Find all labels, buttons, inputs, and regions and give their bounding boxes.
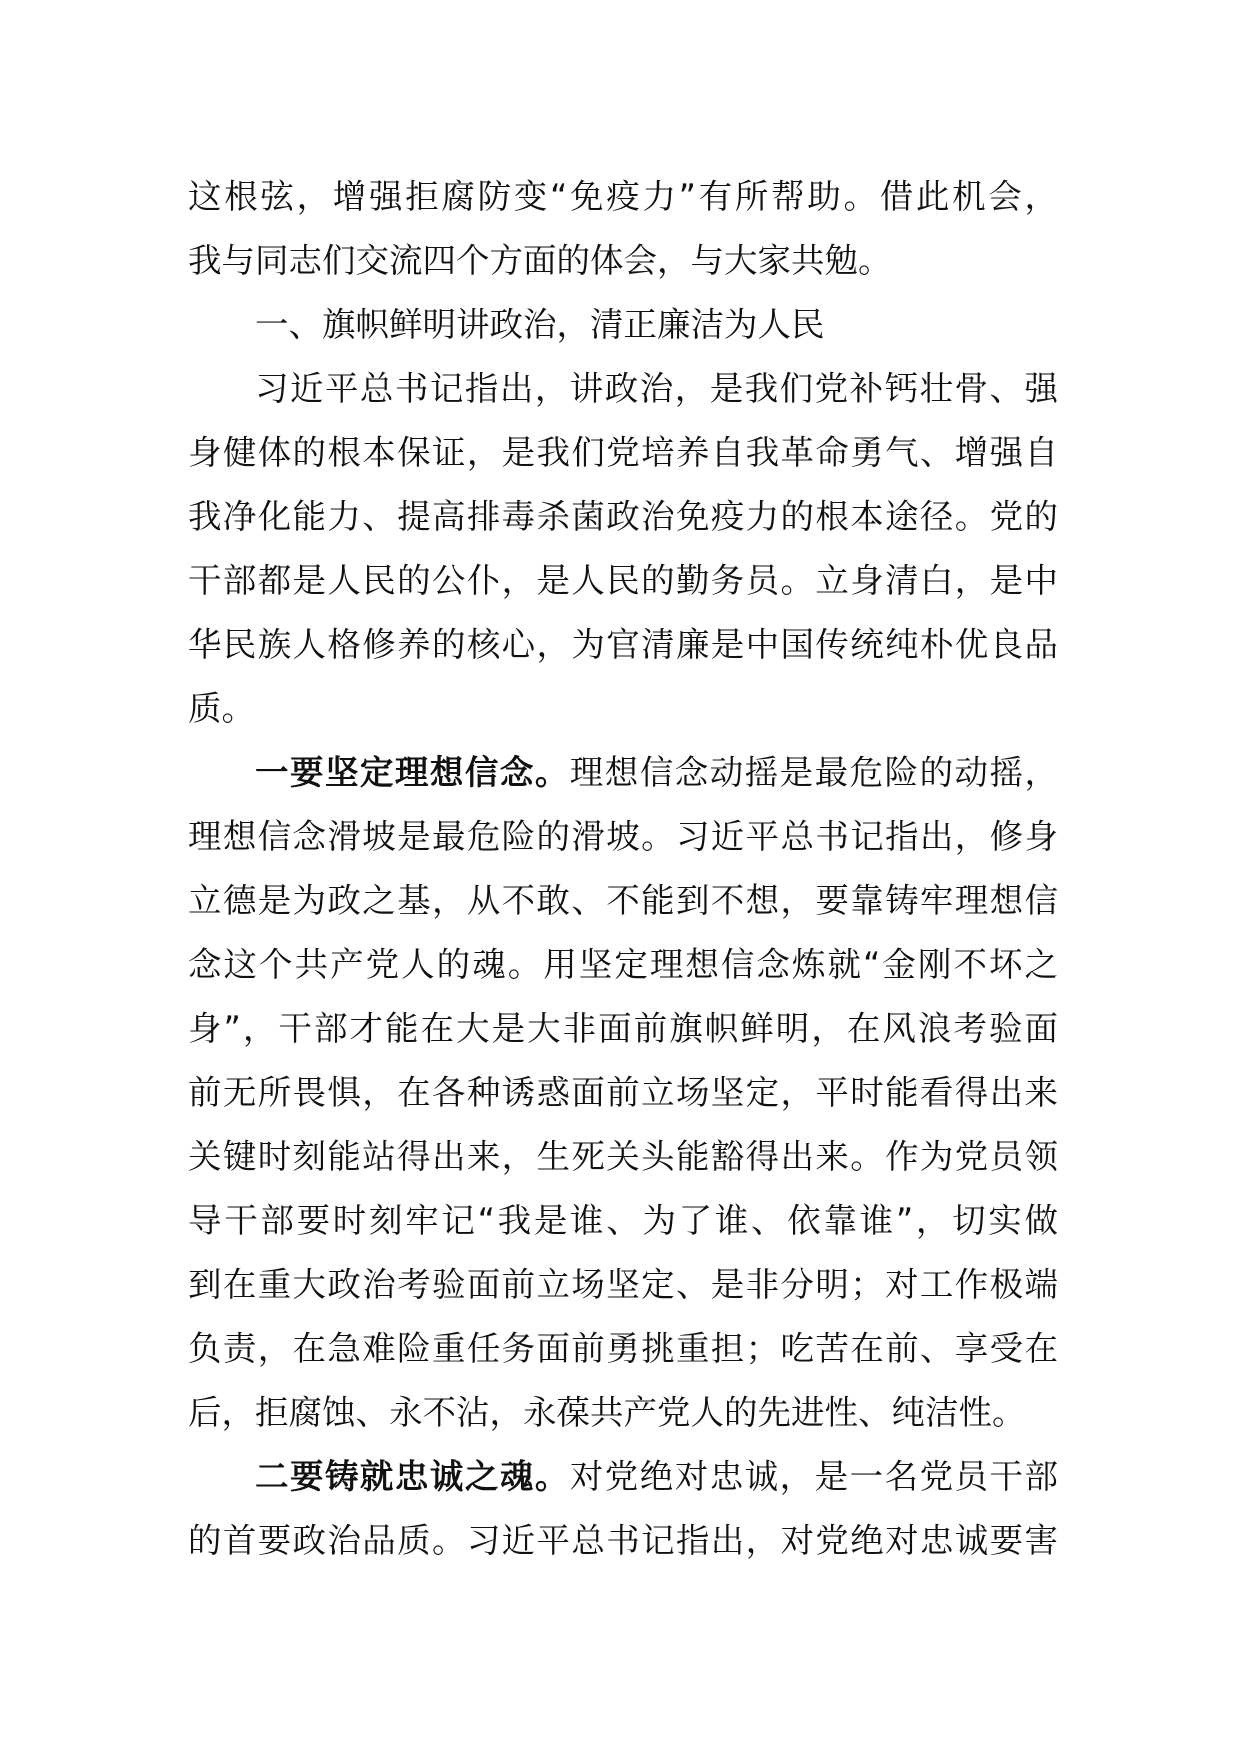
lead-line-text: 对党绝对忠诚，是一名党员干部 xyxy=(569,1457,1059,1496)
lead-line-text: 理想信念动摇是最危险的动摇， xyxy=(569,753,1059,792)
text-line: 习近平总书记指出，讲政治，是我们党补钙壮骨、强 xyxy=(255,369,1058,408)
text-line: 我净化能力、提高排毒杀菌政治免疫力的根本途径。党的 xyxy=(188,497,1058,536)
text-line: 到在重大政治考验面前立场坚定、是非分明；对工作极端 xyxy=(188,1265,1058,1304)
text-line: 这根弦，增强拒腐防变“免疫力”有所帮助。借此机会， xyxy=(188,177,1058,216)
text-line: 身健体的根本保证，是我们党培养自我革命勇气、增强自 xyxy=(188,433,1058,472)
text-line: 后，拒腐蚀、永不沾，永葆共产党人的先进性、纯洁性。 xyxy=(188,1393,1026,1432)
text-line: 身”，干部才能在大是大非面前旗帜鲜明，在风浪考验面 xyxy=(188,1009,1058,1048)
text-line: 导干部要时刻牢记“我是谁、为了谁、依靠谁”，切实做 xyxy=(188,1201,1058,1240)
text-line: 负责，在急难险重任务面前勇挑重担；吃苦在前、享受在 xyxy=(188,1329,1058,1368)
text-line: 立德是为政之基，从不敢、不能到不想，要靠铸牢理想信 xyxy=(188,881,1058,920)
text-line: 华民族人格修养的核心，为官清廉是中国传统纯朴优良品 xyxy=(188,625,1058,664)
text-line: 质。 xyxy=(188,689,255,728)
text-line: 理想信念滑坡是最危险的滑坡。习近平总书记指出，修身 xyxy=(188,817,1058,856)
paragraph-lead-line xyxy=(255,1452,1058,1502)
bold-lead-text: 一要坚定理想信念。 xyxy=(255,753,570,792)
text-line: 关键时刻能站得出来，生死关头能豁得出来。作为党员领 xyxy=(188,1137,1058,1176)
paragraph-lead-line xyxy=(255,748,1058,798)
section-heading: 一、旗帜鲜明讲政治，清正廉洁为人民 xyxy=(255,305,825,344)
text-line: 的首要政治品质。习近平总书记指出，对党绝对忠诚要害 xyxy=(188,1521,1058,1560)
text-line: 干部都是人民的公仆，是人民的勤务员。立身清白，是中 xyxy=(188,561,1058,600)
text-line: 念这个共产党人的魂。用坚定理想信念炼就“金刚不坏之 xyxy=(188,945,1058,984)
text-line: 前无所畏惧，在各种诱惑面前立场坚定，平时能看得出来 xyxy=(188,1073,1058,1112)
text-line: 我与同志们交流四个方面的体会，与大家共勉。 xyxy=(188,241,892,280)
bold-lead-text: 二要铸就忠诚之魂。 xyxy=(255,1457,570,1496)
